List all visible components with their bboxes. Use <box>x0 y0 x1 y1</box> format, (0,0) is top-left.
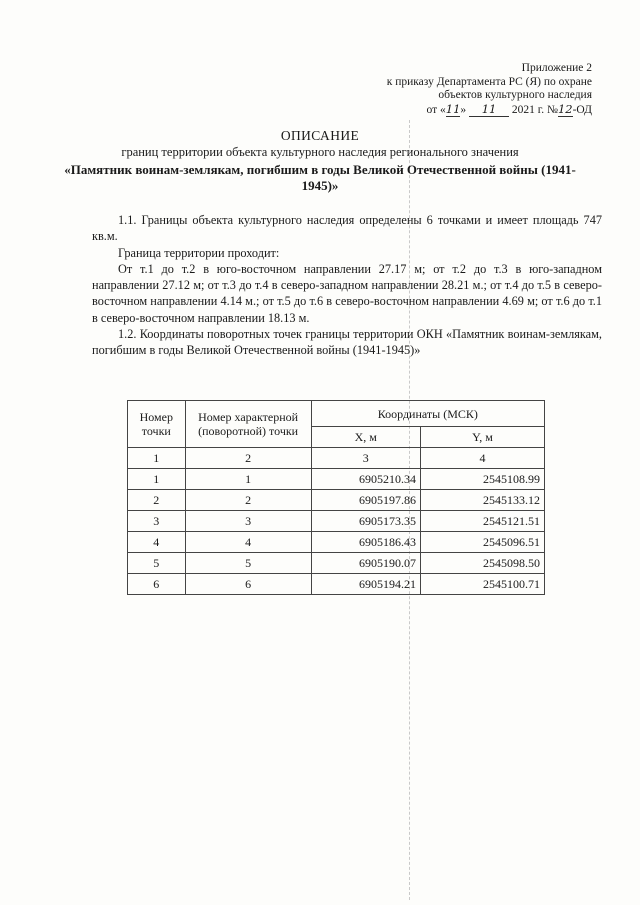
header-x: Х, м <box>311 427 420 448</box>
cell-x: 6905194.21 <box>311 574 420 595</box>
document-subtitle: границ территории объекта культурного наследия регионального значения <box>121 145 519 159</box>
cell-y: 2545096.51 <box>420 532 544 553</box>
cell-y: 2545098.50 <box>420 553 544 574</box>
cell-y: 2545121.51 <box>420 511 544 532</box>
cell-x: 6905190.07 <box>311 553 420 574</box>
order-number-handwritten: 12 <box>557 101 573 116</box>
table-row <box>128 553 545 574</box>
cell-char-point: 2 <box>185 490 311 511</box>
appendix-date-line <box>332 103 592 118</box>
body-text <box>92 212 602 359</box>
cell-x: 6905210.34 <box>311 469 420 490</box>
col-index: 1 <box>128 448 186 469</box>
document-title: ОПИСАНИЕ <box>280 128 360 143</box>
paragraph-boundary-description: От т.1 до т.2 в юго-восточном направлении 27.17 м; от т.2 до т.3 в юго-западном направлении 27.12 м; от т.3 до т.4 в северо-западном направлении 28.21 м.; от т.4 до т.5 в северо-восточном направлении 4.14 м.; от т.5 до т.6 в северо-восточном направлении 4.69 м; от т.6 до т.1 в северо-восточном направлении 18.13 м. <box>92 261 602 325</box>
col-index: 2 <box>185 448 311 469</box>
table-row <box>128 469 545 490</box>
paragraph-boundary-intro: Граница территории проходит: <box>118 245 280 260</box>
cell-x: 6905186.43 <box>311 532 420 553</box>
appendix-header <box>332 62 592 117</box>
cell-point: 4 <box>128 532 186 553</box>
cell-point: 3 <box>128 511 186 532</box>
appendix-order-ref-2: объектов культурного наследия <box>438 89 592 101</box>
cell-point: 2 <box>128 490 186 511</box>
header-characteristic-point: Номер характерной (поворотной) точки <box>185 401 311 448</box>
header-point-number: Номер точки <box>128 401 186 448</box>
object-name: «Памятник воинам-землякам, погибшим в годы Великой Отечественной войны (1941-1945)» <box>64 162 576 193</box>
cell-y: 2545133.12 <box>420 490 544 511</box>
cell-char-point: 1 <box>185 469 311 490</box>
table-row <box>128 511 545 532</box>
table-column-index-row <box>128 448 545 469</box>
date-day-handwritten: 11 <box>445 101 461 116</box>
cell-point: 5 <box>128 553 186 574</box>
cell-char-point: 3 <box>185 511 311 532</box>
table-row <box>128 574 545 595</box>
date-year: 2021 г. № <box>511 103 558 116</box>
paragraph-area: 1.1. Границы объекта культурного наследия определены 6 точками и имеет площадь 747 кв.м. <box>92 213 602 244</box>
header-y: Y, м <box>420 427 544 448</box>
appendix-title: Приложение 2 <box>521 62 592 74</box>
cell-char-point: 6 <box>185 574 311 595</box>
col-index: 3 <box>311 448 420 469</box>
table-header-row <box>128 401 545 427</box>
order-suffix: -ОД <box>572 103 592 116</box>
date-sep: » <box>460 103 467 116</box>
cell-y: 2545100.71 <box>420 574 544 595</box>
coordinates-table <box>127 400 545 595</box>
table-row <box>128 490 545 511</box>
cell-x: 6905173.35 <box>311 511 420 532</box>
cell-char-point: 4 <box>185 532 311 553</box>
paragraph-coordinates-intro: 1.2. Координаты поворотных точек границы территории ОКН «Памятник воинам-землякам, погибшим в годы Великой Отечественной войны (1941-1945)» <box>92 327 602 358</box>
table-row <box>128 532 545 553</box>
cell-point: 1 <box>128 469 186 490</box>
title-block <box>60 128 580 194</box>
date-prefix: от « <box>426 103 446 116</box>
appendix-order-ref: к приказу Департамента РС (Я) по охране <box>386 75 592 88</box>
header-coordinates: Координаты (МСК) <box>311 401 544 427</box>
date-month-handwritten: 11 <box>469 103 509 118</box>
cell-char-point: 5 <box>185 553 311 574</box>
cell-y: 2545108.99 <box>420 469 544 490</box>
cell-x: 6905197.86 <box>311 490 420 511</box>
col-index: 4 <box>420 448 544 469</box>
cell-point: 6 <box>128 574 186 595</box>
